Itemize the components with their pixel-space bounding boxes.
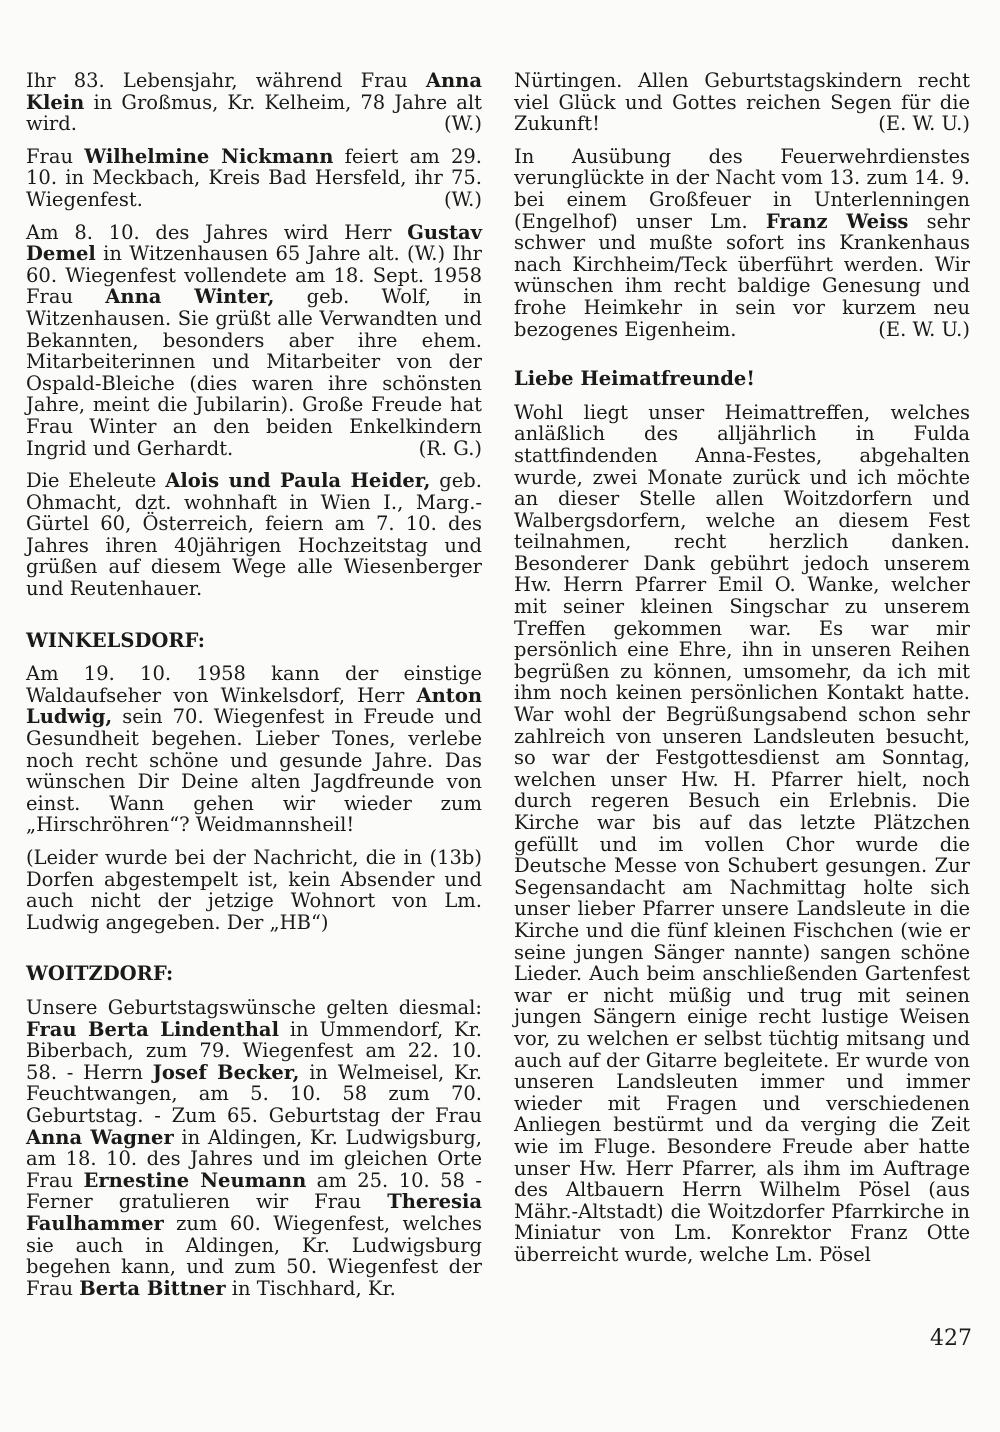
text-run: in Großmus, Kr. Kelheim, 78 Jahre alt wird. (26, 90, 482, 136)
section-heading-winkelsdorf: WINKELSDORF: (26, 628, 205, 652)
text-run: zum 60. Wiegenfest, welches sie auch in Aldingen, Kr. Ludwigsburg begehen kann, und zum 50. Wiegenfest der Frau (26, 1211, 482, 1300)
paragraph (514, 146, 970, 340)
text-run: (Leider wurde bei der Nachricht, die in (13b) Dorfen abgestempelt ist, kein Absender und auch nicht der jetzige Wohnort von Lm. Ludwig angegeben. Der „HB“) (26, 846, 482, 934)
name-bold: Anna Wagner (26, 1125, 174, 1149)
name-bold: Alois und Paula Heider, (165, 469, 431, 493)
text-run: in Tischhard, Kr. (225, 1276, 396, 1300)
page-number: 427 (930, 1326, 972, 1351)
section-heading-heimatfreunde: Liebe Heimatfreunde! (514, 367, 755, 391)
text-run: Am 19. 10. 1958 kann der einstige Waldaufseher von Winkelsdorf, Herr (26, 662, 482, 707)
name-bold: Ernestine Neumann (83, 1168, 307, 1192)
name-bold: Frau Berta Lindenthal (26, 1017, 279, 1041)
signature: (W.) (443, 112, 482, 136)
text-run: Am 8. 10. des Jahres wird Herr (26, 220, 408, 244)
text-run: Ihr 83. Lebensjahr, während Frau (26, 69, 426, 92)
paragraph (514, 402, 970, 1266)
text-run: Nürtingen. Allen Geburtstagskindern recht viel Glück und Gottes reichen Segen für die Zukunft! (514, 69, 970, 136)
name-bold: Wilhelmine Nickmann (84, 144, 334, 168)
paragraph (26, 663, 482, 836)
text-run: in Welmeisel, Kr. Feuchtwangen, am 5. 10. 58 zum 70. Geburtstag. - Zum 65. Geburtstag der Frau (26, 1060, 482, 1127)
signature: (E. W. U.) (878, 112, 970, 136)
name-bold: Berta Bittner (79, 1276, 226, 1300)
paragraph (26, 146, 482, 211)
name-bold: Gustav Demel (26, 220, 482, 266)
text-run: in Aldingen, Kr. Ludwigsburg, am 18. 10. des Jahres und im gleichen Orte Frau (26, 1125, 482, 1192)
signature: (E. W. U.) (878, 317, 970, 341)
text-run: am 25. 10. 58 - Ferner gratulieren wir Frau (26, 1168, 482, 1214)
name-bold: Anna Klein (26, 69, 482, 114)
text-run: geb. Ohmacht, dzt. wohnhaft in Wien I., Marg.-Gürtel 60, Österreich, feiern am 7. 10. des Jahres ihren 40jährigen Hochzeitstag und grüßen auf diesem Wege alle Wiesenberger und Reutenhauer. (26, 469, 482, 601)
text-run: sehr schwer und mußte sofort ins Krankenhaus nach Kirchheim/Teck überführt werden. Wir wünschen ihm recht baldige Genesung und frohe Heimkehr in sein vor kurzem neu bezogenes Eigenheim. (514, 209, 970, 341)
paragraph (26, 222, 482, 460)
text-run: sein 70. Wiegenfest in Freude und Gesundheit begehen. Lieber Tones, verlebe noch recht schöne und gesunde Jahre. Das wünschen Dir Deine alten Jagdfreunde von einst. Wann gehen wir wieder zum „Hirschröhren“? Weidmannsheil! (26, 705, 482, 837)
text-run: Wohl liegt unser Heimattreffen, welches anläßlich des alljährlich in Fulda stattfindenden Anna-Festes, abgehalten wurde, zwei Monate zurück und ich möchte an dieser Stelle allen Woitzdorfern und Walbergsdorfern, welche an diesem Fest teilnahmen, recht herzlich danken. Besonderer Dank gebührt jedoch unserem Hw. Herrn Pfarrer Emil O. Wanke, welcher mit seiner kleinen Singschar zu unserem Treffen gekommen war. Es war mir persönlich eine Ehre, ihn in unseren Reihen begrüßen zu können, umsomehr, da ich mit ihm noch keinen persönlichen Kontakt hatte. War wohl der Begrüßungsabend schon sehr zahlreich von unseren Landsleuten besucht, so war der Festgottesdienst am Sonntag, welchen unser Hw. H. Pfarrer hielt, noch durch regeren Besuch ein Erlebnis. Die Kirche war bis auf das letzte Plätzchen gefüllt und im vollen Chor wurde die Deutsche Messe von Schubert gesungen. Zur Segensandacht am Nachmittag holte sich unser lieber Pfarrer unsere Landsleute in die Kirche und die fünf kleinen Fischchen (wie er seine jungen Sänger nannte) sangen schöne Lieder. Auch beim anschließenden Gartenfest war er nicht müßig und trug mit seinen jungen Sängern einige recht lustige Weisen vor, zu welchen er selbst tüchtig mitsang und auch auf der Gitarre begleitete. Er wurde von unseren Landsleuten immer und immer wieder mit Fragen und verschiedenen Anliegen bestürmt und da verging die Zeit wie im Fluge. Besondere Freude aber hatte unser Hw. Herr Pfarrer, als ihm im Auftrage des Altbauern Herrn Wilhelm Pösel (aus Mähr.-Altstadt) die Woitzdorfer Pfarrkirche in Miniatur von Lm. Konrektor Franz Otte überreicht wurde, welche Lm. Pösel (514, 400, 970, 1266)
paragraph (514, 70, 970, 135)
name-bold: Anna Winter, (105, 285, 275, 309)
name-bold: Josef Becker, (152, 1060, 300, 1084)
text-run: Die Eheleute (26, 469, 166, 493)
text-run: geb. Wolf, in Witzenhausen. Sie grüßt alle Verwandten und Bekannten, besonders aber ihre ehem. Mitarbeiterinnen und Mitarbeiter von der Ospald-Bleiche (dies waren ihre schönsten Jahre, meint die Jubilarin). Große Freude hat Frau Winter an den beiden Enkelkindern Ingrid und Gerhardt. (26, 285, 482, 460)
name-bold: Theresia Faulhammer (26, 1190, 482, 1235)
text-run: feiert am 29. 10. in Meckbach, Kreis Bad Hersfeld, ihr 75. Wiegenfest. (26, 144, 482, 211)
left-column (26, 70, 482, 1310)
text-run: Unsere Geburtstagswünsche gelten diesmal: (26, 995, 482, 1019)
signature: (W.) (443, 187, 482, 211)
name-bold: Franz Weiss (765, 209, 909, 233)
paragraph (26, 847, 482, 933)
right-column (514, 70, 970, 1276)
text-run: in Witzenhausen 65 Jahre alt. (W.) Ihr 60. Wiegenfest vollendete am 18. Sept. 1958 Frau (26, 242, 482, 309)
paragraph (26, 70, 482, 135)
section-heading-woitzdorf: WOITZDORF: (26, 962, 174, 986)
text-run: Frau (26, 144, 85, 168)
signature: (R. G.) (418, 436, 482, 460)
paragraph (26, 470, 482, 600)
name-bold: Anton Ludwig, (26, 683, 482, 729)
text-run: in Ummendorf, Kr. Biberbach, zum 79. Wiegenfest am 22. 10. 58. - Herrn (26, 1017, 482, 1084)
paragraph (26, 997, 482, 1299)
text-run: In Ausübung des Feuerwehrdienstes verunglückte in der Nacht vom 13. zum 14. 9. bei einem Großfeuer in Unterlenningen (Engelhof) unser Lm. (514, 144, 970, 233)
